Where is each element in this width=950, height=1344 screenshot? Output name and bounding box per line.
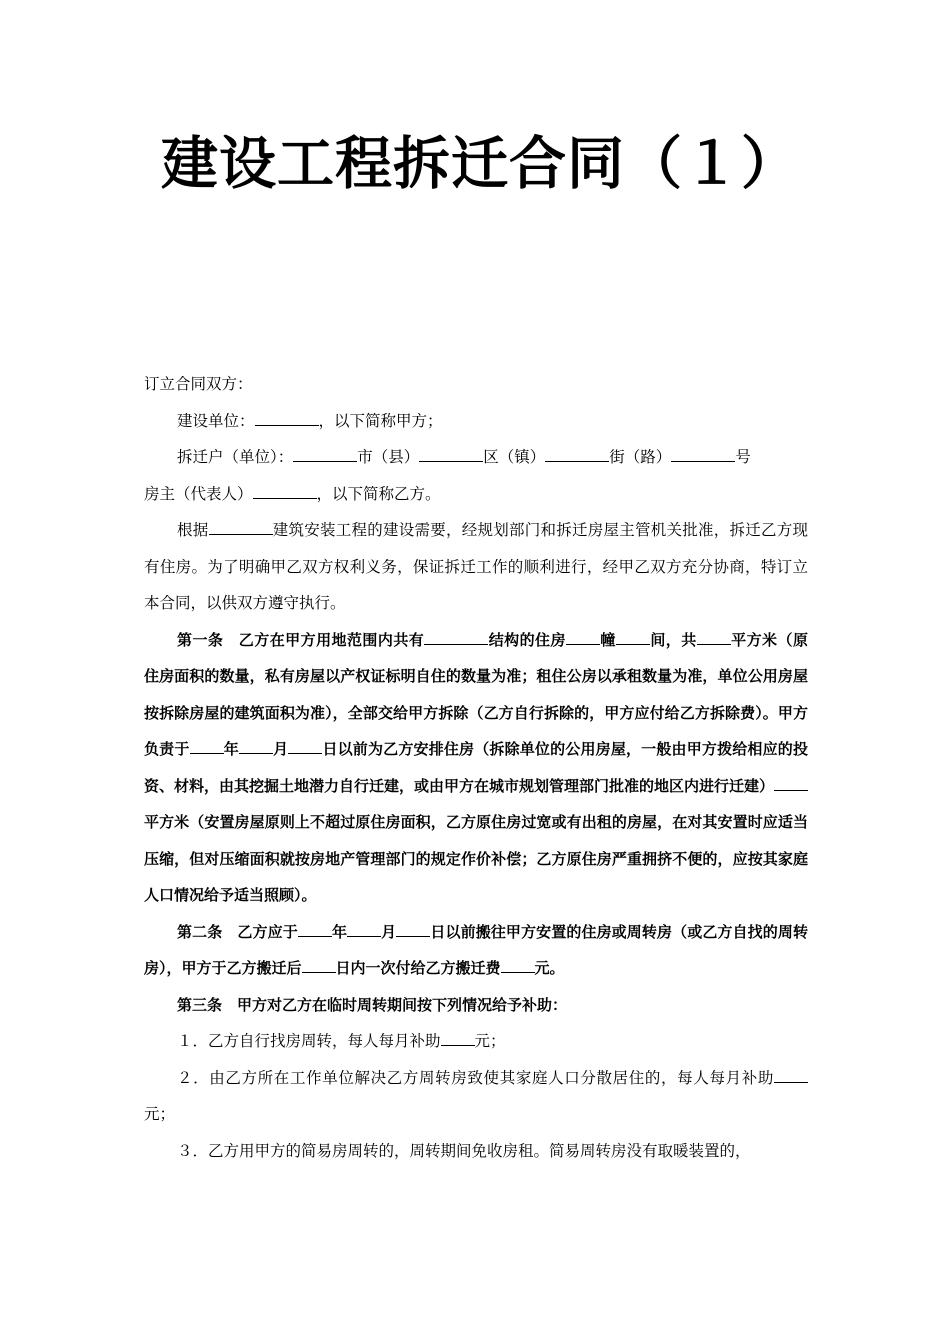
party-a-line [144, 403, 808, 440]
article-1-part: 平方米（原住房面积的数量，私有房屋以产权证标明自住的数量为准；租住公房以承租数量为准，单位公用房屋按拆除房屋的建筑面积为准），全部交给甲方拆除（乙方自行拆除的，甲方应付给乙方拆除费）。甲方负责于 [144, 630, 808, 758]
party-a-label: 建设单位： [177, 411, 255, 430]
item-3-text: ３．乙方用甲方的简易房周转的，周转期间免收房租。简易周转房没有取暖装置的， [177, 1141, 751, 1160]
number-label: 号 [735, 448, 751, 466]
parties-heading [144, 366, 808, 403]
item-1-text: １．乙方自行找房周转，每人每月补助 [177, 1032, 441, 1050]
article-2-part: 日内一次付给乙方搬迁费 [335, 959, 501, 977]
article-3-heading-text: 第三条 甲方对乙方在临时周转期间按下列情况给予补助： [177, 995, 568, 1014]
article-1-part: 第一条 乙方在甲方用地范围内共有 [177, 630, 425, 649]
owner-line [144, 476, 808, 513]
street-label: 街（路） [609, 448, 672, 466]
parties-heading-text: 订立合同双方： [144, 375, 253, 393]
blank-field [239, 739, 273, 754]
owner-label: 房主（代表人） [144, 484, 253, 503]
blank-field [347, 922, 381, 937]
preamble-body: 建筑安装工程的建设需要，经规划部门和拆迁房屋主管机关批准，拆迁乙方现有住房。为了明确甲乙双方权利义务，保证拆迁工作的顺利进行，经甲乙双方充分协商，特订立本合同，以供双方遵守执行。 [144, 521, 808, 612]
blank-field [302, 958, 336, 973]
blank-field [697, 630, 731, 645]
article-2-part: 月 [381, 922, 397, 941]
blank-field [774, 1068, 808, 1083]
article-1-part: 日以前为乙方安排住房（拆除单位的公用房屋，一般由甲方拨给相应的投资、材料，由其挖掘土地潜力自行迁建，或由甲方在城市规划管理部门批准的地区内进行迁建） [144, 740, 808, 795]
article-1-part: 月 [272, 740, 289, 758]
party-a-suffix: ，以下简称甲方； [318, 411, 443, 430]
article-3-item-1 [144, 1023, 808, 1060]
document-title: 建设工程拆迁合同（１） [161, 131, 799, 197]
blank-field [671, 447, 735, 462]
blank-field [253, 484, 317, 499]
blank-field [396, 922, 430, 937]
contract-body [144, 366, 808, 1169]
blank-field [293, 447, 357, 462]
item-1-unit: 元； [474, 1032, 506, 1050]
article-2-part: 元。 [534, 959, 565, 977]
blank-field [298, 922, 332, 937]
city-label: 市（县） [357, 448, 420, 466]
relocatee-line [144, 439, 808, 476]
owner-suffix: ，以下简称乙方。 [316, 484, 441, 503]
article-3-item-2 [144, 1060, 808, 1133]
blank-field [566, 630, 600, 645]
article-2-part: 第二条 乙方应于 [177, 922, 298, 941]
district-label: 区（镇） [483, 448, 546, 466]
blank-field [255, 411, 319, 426]
item-2-unit: 元； [144, 1105, 176, 1123]
article-1-part: 幢 [599, 630, 616, 649]
article-2-part: 年 [331, 922, 348, 941]
article-3-heading [144, 987, 808, 1024]
article-1-part: 间，共 [649, 630, 697, 649]
blank-field [545, 447, 609, 462]
item-2-text: ２．由乙方所在工作单位解决乙方周转房致使其家庭人口分散居住的，每人每月补助 [177, 1068, 774, 1087]
article-1-part: 年 [223, 740, 239, 758]
preamble-start: 根据 [177, 521, 209, 539]
blank-field [424, 630, 488, 645]
article-1-part: 平方米（安置房屋原则上不超过原住房面积，乙方原住房过宽或有出租的房屋，在对其安置时应适当压缩，但对压缩面积就按房地产管理部门的规定作价补偿；乙方原住房严重拥挤不便的，应按其家庭人口情况给予适当照顾）。 [144, 813, 808, 904]
preamble-paragraph [144, 512, 808, 622]
relocatee-label: 拆迁户（单位）： [177, 448, 294, 466]
blank-field [190, 739, 224, 754]
article-2 [144, 914, 808, 987]
article-1 [144, 622, 808, 914]
blank-field [774, 776, 808, 791]
article-3-item-3 [144, 1133, 808, 1170]
blank-field [501, 958, 535, 973]
article-2-part: 日以前搬往甲方安置的住房或周转房（或乙方自找的周转房），甲方于乙方搬迁后 [144, 922, 808, 977]
article-1-part: 结构的住房 [488, 630, 566, 649]
blank-field [441, 1031, 475, 1046]
blank-field [419, 447, 483, 462]
blank-field [288, 739, 322, 754]
blank-field [616, 630, 650, 645]
blank-field [209, 520, 273, 535]
